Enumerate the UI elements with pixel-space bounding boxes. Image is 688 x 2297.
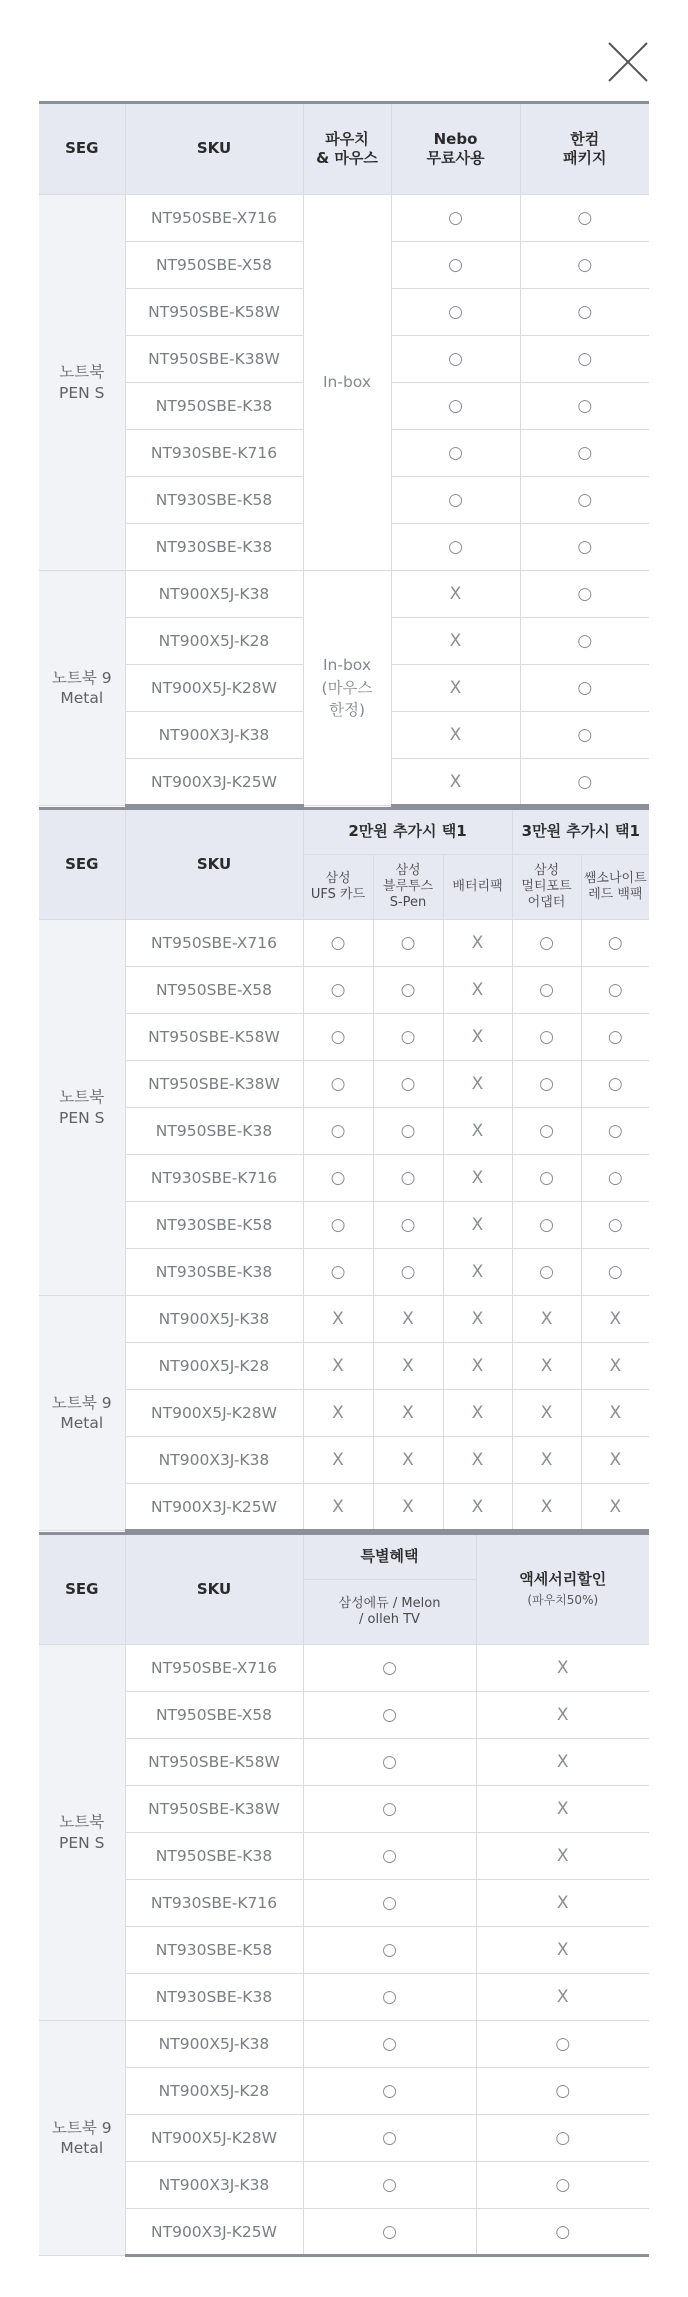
availability-mark: ○ [391, 336, 520, 383]
availability-mark: ○ [373, 920, 443, 967]
availability-mark: X [581, 1484, 649, 1531]
availability-mark: X [581, 1437, 649, 1484]
availability-mark: ○ [512, 1202, 581, 1249]
availability-mark: ○ [391, 524, 520, 571]
sku-cell: NT950SBE-K38W [125, 1786, 303, 1833]
table-row [39, 1739, 649, 1786]
sku-cell: NT950SBE-X716 [125, 195, 303, 242]
availability-mark: ○ [476, 2162, 649, 2209]
availability-mark: X [443, 1249, 512, 1296]
table-row [39, 1437, 649, 1484]
sku-cell: NT950SBE-X58 [125, 967, 303, 1014]
cell-line: PEN S [58, 1108, 105, 1127]
cell-line: (마우스 [321, 678, 373, 697]
availability-mark: X [443, 1343, 512, 1390]
availability-mark: X [581, 1390, 649, 1437]
availability-mark: X [476, 1739, 649, 1786]
header-line: 블루투스 [382, 878, 434, 894]
header-line: 액세서리할인 [519, 1570, 607, 1588]
availability-mark: ○ [303, 1108, 373, 1155]
availability-mark: X [391, 759, 520, 806]
availability-mark: X [443, 1202, 512, 1249]
sku-cell: NT930SBE-K716 [125, 1155, 303, 1202]
availability-mark: ○ [303, 1014, 373, 1061]
sku-cell: NT900X3J-K25W [125, 1484, 303, 1531]
table-row [39, 1880, 649, 1927]
availability-mark: X [391, 665, 520, 712]
availability-mark: X [443, 1061, 512, 1108]
header-ufs-card [303, 855, 373, 920]
sku-cell: NT950SBE-X58 [125, 1692, 303, 1739]
cell-line: 한정) [329, 701, 365, 720]
table-row [39, 1974, 649, 2021]
sku-cell: NT950SBE-K38 [125, 1833, 303, 1880]
availability-mark: ○ [512, 1155, 581, 1202]
table-row [39, 2021, 649, 2068]
availability-mark: ○ [520, 618, 649, 665]
availability-mark: ○ [391, 383, 520, 430]
availability-mark: ○ [520, 336, 649, 383]
table-row [39, 1786, 649, 1833]
sku-cell: NT930SBE-K38 [125, 1249, 303, 1296]
header-sku: SKU [125, 103, 303, 195]
availability-mark: ○ [391, 242, 520, 289]
header-line: 삼성 [533, 862, 560, 878]
sku-cell: NT950SBE-K58W [125, 1739, 303, 1786]
availability-mark: ○ [581, 1155, 649, 1202]
header-seg: SEG [39, 1534, 125, 1645]
availability-mark: ○ [391, 477, 520, 524]
availability-mark: ○ [581, 1014, 649, 1061]
sku-cell: NT930SBE-K38 [125, 524, 303, 571]
table-row [39, 1061, 649, 1108]
header-line: 한컴 [570, 129, 600, 148]
sku-cell: NT950SBE-K38W [125, 336, 303, 383]
availability-mark: ○ [303, 1833, 476, 1880]
availability-mark: ○ [303, 2021, 476, 2068]
availability-mark: X [373, 1484, 443, 1531]
close-icon [606, 40, 650, 84]
availability-mark: ○ [303, 1927, 476, 1974]
header-special-benefit: 특별혜택 [303, 1534, 476, 1580]
availability-mark: ○ [303, 2115, 476, 2162]
availability-mark: ○ [303, 2162, 476, 2209]
availability-mark: X [476, 1645, 649, 1692]
sku-cell: NT950SBE-X58 [125, 242, 303, 289]
availability-mark: X [391, 712, 520, 759]
availability-mark: ○ [373, 1249, 443, 1296]
sku-cell: NT950SBE-K58W [125, 1014, 303, 1061]
availability-mark: X [303, 1484, 373, 1531]
availability-mark: X [476, 1692, 649, 1739]
table-row [39, 2209, 649, 2256]
availability-mark: X [476, 1880, 649, 1927]
availability-mark: ○ [520, 383, 649, 430]
spec-table-pouch-nebo-hancom [39, 101, 649, 807]
table-row [39, 195, 649, 242]
sku-cell: NT930SBE-K716 [125, 1880, 303, 1927]
availability-mark: ○ [303, 967, 373, 1014]
sku-cell: NT950SBE-K38 [125, 383, 303, 430]
table-row [39, 967, 649, 1014]
availability-mark: X [512, 1296, 581, 1343]
availability-mark: ○ [476, 2021, 649, 2068]
availability-mark: X [391, 571, 520, 618]
availability-mark: X [512, 1484, 581, 1531]
sku-cell: NT900X3J-K25W [125, 2209, 303, 2256]
header-edu-melon-olleh [303, 1580, 476, 1645]
cell-line: PEN S [58, 1833, 105, 1852]
header-line: 삼성 [395, 862, 421, 878]
availability-mark: ○ [373, 1202, 443, 1249]
table-body [39, 920, 649, 1531]
availability-mark: X [443, 1484, 512, 1531]
sku-cell: NT900X5J-K38 [125, 2021, 303, 2068]
table-row [39, 1833, 649, 1880]
availability-mark: ○ [303, 2068, 476, 2115]
availability-mark: ○ [520, 712, 649, 759]
sku-cell: NT900X5J-K28 [125, 1343, 303, 1390]
availability-mark: X [512, 1343, 581, 1390]
availability-mark: ○ [303, 1692, 476, 1739]
cell-line: Metal [60, 689, 104, 707]
pouch-mouse-cell [303, 571, 391, 806]
cell-line: 노트북 [59, 1088, 105, 1107]
availability-mark: ○ [373, 1108, 443, 1155]
availability-mark: ○ [476, 2209, 649, 2256]
availability-mark: X [476, 1927, 649, 1974]
availability-mark: X [373, 1343, 443, 1390]
availability-mark: ○ [303, 1061, 373, 1108]
availability-mark: ○ [303, 1786, 476, 1833]
availability-mark: X [476, 1786, 649, 1833]
availability-mark: X [443, 1014, 512, 1061]
table-row [39, 1108, 649, 1155]
availability-mark: ○ [512, 1249, 581, 1296]
availability-mark: X [373, 1390, 443, 1437]
header-multiport-adapter [512, 855, 581, 920]
availability-mark: X [476, 1974, 649, 2021]
cell-line: 노트북 [59, 1813, 105, 1832]
header-line: 어댑터 [527, 895, 566, 911]
table-row [39, 1014, 649, 1061]
header-line: UFS 카드 [310, 887, 366, 902]
cell-line: PEN S [58, 383, 105, 402]
header-sku: SKU [125, 1534, 303, 1645]
availability-mark: X [443, 1390, 512, 1437]
availability-mark: ○ [512, 1014, 581, 1061]
sku-cell: NT900X5J-K28 [125, 2068, 303, 2115]
table-row [39, 2162, 649, 2209]
header-line: 패키지 [563, 149, 607, 167]
availability-mark: ○ [303, 1202, 373, 1249]
sku-cell: NT900X5J-K38 [125, 1296, 303, 1343]
availability-mark: ○ [520, 571, 649, 618]
availability-mark: X [581, 1343, 649, 1390]
availability-mark: X [443, 1108, 512, 1155]
table-body [39, 195, 649, 806]
header-line: 배터리팩 [452, 878, 503, 894]
table-row [39, 1484, 649, 1531]
availability-mark: ○ [303, 920, 373, 967]
table-body [39, 1645, 649, 2256]
header-line: Nebo [433, 129, 478, 148]
availability-mark: ○ [391, 430, 520, 477]
availability-mark: ○ [581, 1061, 649, 1108]
availability-mark: X [303, 1390, 373, 1437]
availability-mark: ○ [512, 1108, 581, 1155]
sku-cell: NT950SBE-X716 [125, 920, 303, 967]
sku-cell: NT930SBE-K58 [125, 1927, 303, 1974]
availability-mark: ○ [373, 1155, 443, 1202]
availability-mark: ○ [303, 1249, 373, 1296]
header-line: 쌤소나이트 [583, 870, 647, 886]
header-sku: SKU [125, 809, 303, 920]
seg-cell-pen [39, 195, 125, 571]
seg-cell-pen [39, 920, 125, 1296]
table-row [39, 1645, 649, 1692]
availability-mark: ○ [520, 759, 649, 806]
availability-mark: ○ [581, 920, 649, 967]
availability-mark: X [476, 1833, 649, 1880]
cell-line: 노트북 9 [51, 668, 112, 687]
sku-cell: NT950SBE-X716 [125, 1645, 303, 1692]
header-group-20000: 2만원 추가시 택1 [303, 809, 512, 855]
header-line: 삼성에듀 / Melon [338, 1595, 441, 1611]
availability-mark: ○ [303, 1974, 476, 2021]
table-row [39, 571, 649, 618]
availability-mark: ○ [512, 920, 581, 967]
availability-mark: ○ [303, 1155, 373, 1202]
availability-mark: ○ [520, 242, 649, 289]
availability-mark: ○ [303, 1880, 476, 1927]
availability-mark: ○ [520, 524, 649, 571]
availability-mark: X [443, 1296, 512, 1343]
cell-line: 노트북 9 [51, 1393, 112, 1412]
cell-line: Metal [60, 2139, 104, 2157]
availability-mark: X [391, 618, 520, 665]
availability-mark: ○ [581, 1249, 649, 1296]
header-accessory-discount [476, 1534, 649, 1645]
sku-cell: NT900X3J-K38 [125, 712, 303, 759]
header-line: 무료사용 [426, 149, 485, 167]
sku-cell: NT900X3J-K38 [125, 2162, 303, 2209]
availability-mark: ○ [303, 1645, 476, 1692]
availability-mark: ○ [520, 195, 649, 242]
table-row [39, 1390, 649, 1437]
header-bluetooth-spen [373, 855, 443, 920]
availability-mark: X [443, 1437, 512, 1484]
pouch-mouse-cell: In-box [303, 195, 391, 571]
table-row [39, 1343, 649, 1390]
header-seg: SEG [39, 809, 125, 920]
table-row [39, 1249, 649, 1296]
sku-cell: NT930SBE-K38 [125, 1974, 303, 2021]
availability-mark: ○ [391, 195, 520, 242]
seg-cell-metal [39, 571, 125, 806]
availability-mark: X [303, 1343, 373, 1390]
availability-mark: X [373, 1437, 443, 1484]
header-line: / olleh TV [359, 1612, 420, 1627]
cell-line: 노트북 9 [51, 2118, 112, 2137]
availability-mark: ○ [373, 1014, 443, 1061]
availability-mark: ○ [476, 2068, 649, 2115]
sku-cell: NT900X5J-K28W [125, 665, 303, 712]
seg-cell-metal [39, 2021, 125, 2256]
table-row [39, 1296, 649, 1343]
cell-line: In-box [322, 656, 371, 675]
sku-cell: NT930SBE-K58 [125, 477, 303, 524]
header-group-30000: 3만원 추가시 택1 [512, 809, 649, 855]
table-row [39, 2068, 649, 2115]
seg-cell-pen [39, 1645, 125, 2021]
availability-mark: X [443, 1155, 512, 1202]
availability-mark: ○ [512, 967, 581, 1014]
availability-mark: X [443, 920, 512, 967]
availability-mark: X [512, 1437, 581, 1484]
sku-cell: NT900X5J-K38 [125, 571, 303, 618]
header-line: S-Pen [389, 895, 427, 911]
availability-mark: X [443, 967, 512, 1014]
availability-mark: ○ [520, 665, 649, 712]
availability-mark: ○ [581, 1108, 649, 1155]
availability-mark: X [303, 1437, 373, 1484]
sku-cell: NT930SBE-K716 [125, 430, 303, 477]
sku-cell: NT950SBE-K38W [125, 1061, 303, 1108]
sku-cell: NT900X5J-K28W [125, 2115, 303, 2162]
availability-mark: ○ [373, 1061, 443, 1108]
availability-mark: ○ [303, 1739, 476, 1786]
header-samsonite-backpack [581, 855, 649, 920]
spec-table-special-benefits [39, 1532, 649, 2257]
table-row [39, 1202, 649, 1249]
availability-mark: X [581, 1296, 649, 1343]
table-row [39, 2115, 649, 2162]
availability-mark: ○ [373, 967, 443, 1014]
availability-mark: ○ [520, 289, 649, 336]
header-accessory-sub: (파우치50%) [527, 1592, 599, 1607]
header-line: & 마우스 [316, 149, 378, 167]
sku-cell: NT900X3J-K38 [125, 1437, 303, 1484]
header-seg: SEG [39, 103, 125, 195]
seg-cell-metal [39, 1296, 125, 1531]
table-row [39, 920, 649, 967]
availability-mark: ○ [303, 2209, 476, 2256]
header-line: 파우치 [325, 129, 369, 148]
sku-cell: NT900X5J-K28 [125, 618, 303, 665]
availability-mark: ○ [391, 289, 520, 336]
sku-cell: NT930SBE-K58 [125, 1202, 303, 1249]
header-pouch-mouse [303, 103, 391, 195]
header-line: 멀티포트 [521, 878, 572, 894]
close-button[interactable] [606, 40, 650, 84]
spec-table-addon-options [39, 807, 649, 1532]
table-row [39, 1927, 649, 1974]
availability-mark: ○ [520, 430, 649, 477]
sku-cell: NT950SBE-K58W [125, 289, 303, 336]
availability-mark: X [373, 1296, 443, 1343]
header-line: 삼성 [325, 870, 351, 886]
availability-mark: X [303, 1296, 373, 1343]
header-hancom [520, 103, 649, 195]
sku-cell: NT900X5J-K28W [125, 1390, 303, 1437]
cell-line: Metal [60, 1414, 104, 1432]
table-row [39, 1692, 649, 1739]
availability-mark: ○ [581, 967, 649, 1014]
cell-line: 노트북 [59, 363, 105, 382]
availability-mark: ○ [520, 477, 649, 524]
sku-cell: NT950SBE-K38 [125, 1108, 303, 1155]
availability-mark: ○ [581, 1202, 649, 1249]
header-battery-pack [443, 855, 512, 920]
sku-cell: NT900X3J-K25W [125, 759, 303, 806]
header-line: 레드 백팩 [588, 887, 643, 902]
availability-mark: ○ [512, 1061, 581, 1108]
availability-mark: X [512, 1390, 581, 1437]
availability-mark: ○ [476, 2115, 649, 2162]
header-nebo [391, 103, 520, 195]
table-row [39, 1155, 649, 1202]
